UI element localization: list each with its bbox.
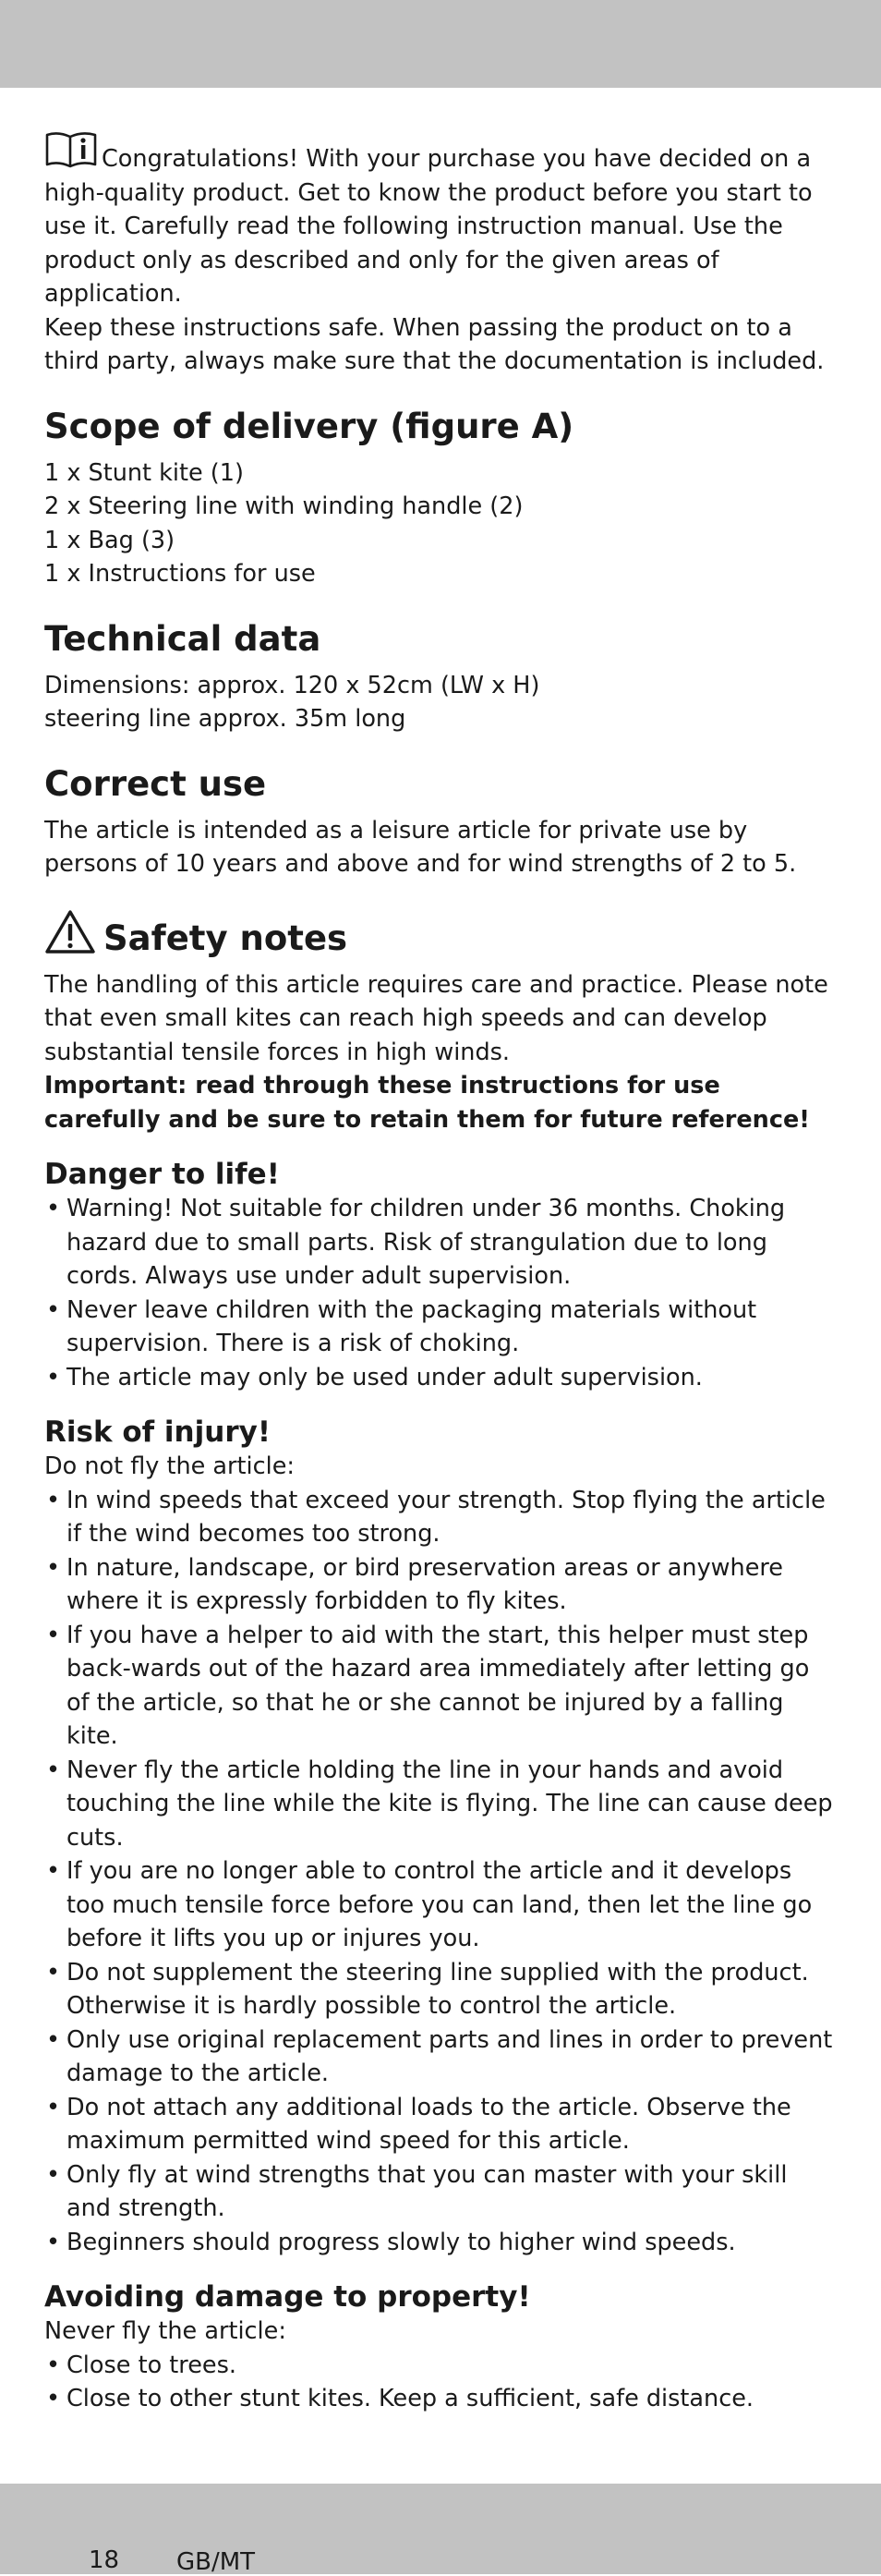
list-item: • Only use original replacement parts and lines in order to prevent damage to the article. bbox=[44, 2023, 837, 2091]
property-list bbox=[44, 2349, 837, 2416]
list-item: • If you are no longer able to control the article and it develops too much tensile force before you can land, then let the line go before it lifts you up or injures you. bbox=[44, 1854, 837, 1956]
scope-item: 2 x Steering line with winding handle (2) bbox=[44, 492, 524, 520]
list-item: • Do not attach any additional loads to the article. Observe the maximum permitted wind speed for this article. bbox=[44, 2091, 837, 2158]
page-number: 18 bbox=[89, 2546, 120, 2574]
injury-list bbox=[44, 1484, 837, 2260]
safety-heading-text: Safety notes bbox=[103, 917, 348, 958]
list-item: • Do not supplement the steering line supplied with the product. Otherwise it is hardly possible to control the article. bbox=[44, 1956, 837, 2023]
safety-important: Important: read through these instructions for use carefully and be sure to retain them for future reference! bbox=[44, 1072, 810, 1134]
header-band bbox=[0, 0, 881, 88]
scope-item: 1 x Instructions for use bbox=[44, 560, 316, 588]
list-item: • In wind speeds that exceed your strength. Stop flying the article if the wind becomes too strong. bbox=[44, 1484, 837, 1551]
injury-heading: Risk of injury! bbox=[44, 1416, 271, 1449]
scope-list bbox=[44, 456, 837, 591]
language-code: GB/MT bbox=[176, 2548, 256, 2576]
list-item: • Close to other stunt kites. Keep a sufficient, safe distance. bbox=[44, 2382, 837, 2416]
property-heading: Avoiding damage to property! bbox=[44, 2280, 531, 2314]
correct-use-text: The article is intended as a leisure article for private use by persons of 10 years and above and for wind strengths of 2 to 5. bbox=[44, 816, 797, 878]
warning-triangle-icon bbox=[44, 909, 96, 955]
list-item: • Never fly the article holding the line in your hands and avoid touching the line while the kite is flying. The line can cause deep cuts. bbox=[44, 1754, 837, 1855]
property-intro: Never fly the article: bbox=[44, 2317, 286, 2345]
list-item: • In nature, landscape, or bird preservation areas or anywhere where it is expressly forbidden to fly kites. bbox=[44, 1551, 837, 1619]
list-item: • Close to trees. bbox=[44, 2349, 837, 2383]
injury-intro: Do not fly the article: bbox=[44, 1452, 295, 1480]
intro-text: Congratulations! With your purchase you have decided on a high-quality product. Get to know the product before you start to use it. Carefully read the following instruction manual. Use the product only as described and only for the given areas of application. bbox=[44, 145, 813, 308]
safety-heading bbox=[44, 909, 837, 959]
danger-list bbox=[44, 1192, 837, 1394]
danger-heading: Danger to life! bbox=[44, 1158, 280, 1191]
scope-heading: Scope of delivery (figure A) bbox=[44, 406, 574, 446]
technical-heading: Technical data bbox=[44, 618, 321, 659]
technical-line-length: steering line approx. 35m long bbox=[44, 705, 406, 733]
list-item: • Only fly at wind strengths that you can master with your skill and strength. bbox=[44, 2158, 837, 2226]
list-item: • The article may only be used under adult supervision. bbox=[44, 1361, 837, 1395]
intro-paragraph bbox=[44, 129, 837, 311]
intro-keep-text: Keep these instructions safe. When passing the product on to a third party, always make sure that the documentation is included. bbox=[44, 313, 825, 375]
book-info-icon bbox=[44, 129, 98, 170]
technical-dimensions: Dimensions: approx. 120 x 52cm (LW x H) bbox=[44, 671, 540, 699]
list-item: • Never leave children with the packaging materials without supervision. There is a risk of choking. bbox=[44, 1294, 837, 1361]
safety-text: The handling of this article requires care and practice. Please note that even small kites can reach high speeds and can develop substantial tensile forces in high winds. bbox=[44, 970, 828, 1066]
list-item: • Warning! Not suitable for children under 36 months. Choking hazard due to small parts. Risk of strangulation due to long cords. Always use under adult supervision. bbox=[44, 1192, 837, 1294]
page-content bbox=[44, 129, 837, 2416]
correct-use-heading: Correct use bbox=[44, 763, 267, 804]
footer-band bbox=[0, 2484, 881, 2574]
scope-item: 1 x Bag (3) bbox=[44, 526, 175, 554]
list-item: • Beginners should progress slowly to higher wind speeds. bbox=[44, 2226, 837, 2260]
list-item: • If you have a helper to aid with the start, this helper must step back-wards out of the hazard area immediately after letting go of the article, so that he or she cannot be injured by a falling kite. bbox=[44, 1619, 837, 1754]
scope-item: 1 x Stunt kite (1) bbox=[44, 458, 244, 487]
